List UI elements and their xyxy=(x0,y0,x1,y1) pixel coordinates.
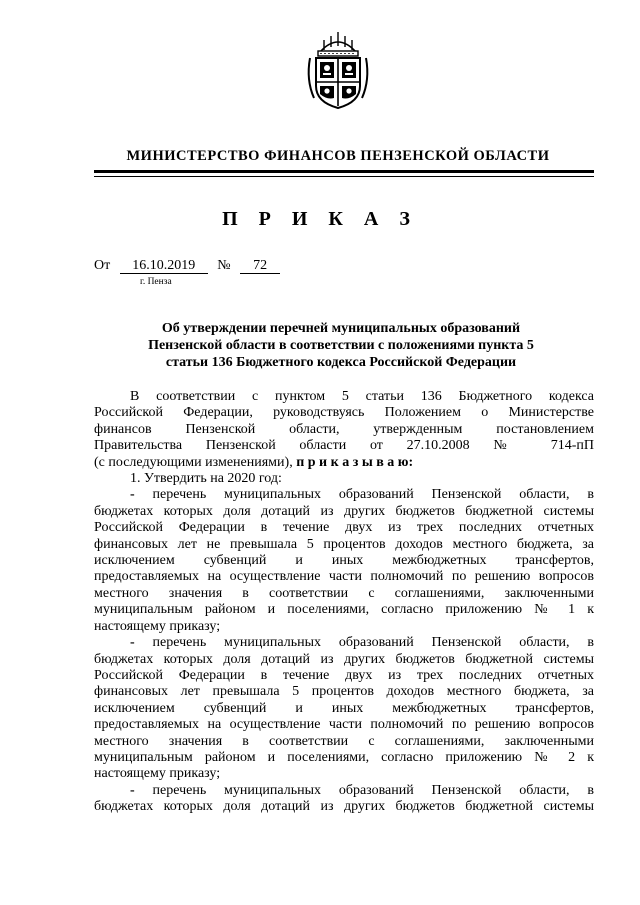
bullet-last-line: настоящему приказу; xyxy=(94,618,221,634)
order-word: п р и к а з ы в а ю: xyxy=(296,454,414,470)
coat-of-arms-icon xyxy=(296,28,380,112)
city-label: г. Пенза xyxy=(140,277,172,287)
bullet-line: местного значения в соответствии с соглашениями, заключенными xyxy=(94,585,594,601)
order-number: 72 xyxy=(240,258,280,274)
bullet-line: исключением субвенций и иных межбюджетных трансфертов, xyxy=(94,700,594,716)
bullet-line: Российской Федерации в течение двух из трех последних отчетных xyxy=(94,520,594,536)
order-subject xyxy=(118,320,564,371)
bullet-last-line: настоящему приказу; xyxy=(94,766,221,782)
preamble-last-line xyxy=(94,455,594,471)
preamble-line: Российской Федерации, руководствуясь Положением о Министерстве xyxy=(94,405,594,421)
bullet-text: перечень муниципальных образований Пензенской области, в xyxy=(152,635,594,651)
bullet-first-line xyxy=(94,635,594,651)
dash-marker: - xyxy=(130,782,135,798)
subject-line: Об утверждении перечней муниципальных образований xyxy=(161,321,521,336)
bullet-line: финансовых лет не превышала 5 процентов доходов местного бюджета, за xyxy=(94,536,594,552)
bullet-text: перечень муниципальных образований Пензенской области, в xyxy=(152,487,594,503)
bullet-line: бюджетах которых доля дотаций из других бюджетов бюджетной системы xyxy=(94,503,594,519)
order-body xyxy=(94,389,594,816)
bullet-first-line xyxy=(94,783,594,799)
order-date: 16.10.2019 xyxy=(120,258,208,274)
preamble-line: финансов Пензенской области, утвержденным постановлением xyxy=(94,421,594,437)
bullet-first-line xyxy=(94,487,594,503)
bullet-line: муниципальным районом и поселениями, согласно приложению № 2 к xyxy=(94,749,594,765)
header-divider-thick xyxy=(94,170,594,173)
preamble-line: В соответствии с пунктом 5 статьи 136 Бюджетного кодекса xyxy=(130,389,594,404)
subject-line: статьи 136 Бюджетного кодекса Российской Федерации xyxy=(165,355,517,370)
bullet-line: муниципальным районом и поселениями, согласно приложению № 1 к xyxy=(94,602,594,618)
bullet-text: перечень муниципальных образований Пензенской области, в xyxy=(152,782,594,798)
dash-marker: - xyxy=(130,635,135,651)
item-1: 1. Утвердить на 2020 год: xyxy=(130,471,282,487)
bullet-line: предоставляемых на осуществление части полномочий по решению вопросов xyxy=(94,569,594,585)
header-divider-thin xyxy=(94,176,594,177)
bullet-line: бюджетах которых доля дотаций из других бюджетов бюджетной системы xyxy=(94,651,594,667)
bullet-line: исключением субвенций и иных межбюджетных трансфертов, xyxy=(94,553,594,569)
subject-line: Пензенской области в соответствии с положениями пункта 5 xyxy=(148,338,534,353)
ministry-name: МИНИСТЕРСТВО ФИНАНСОВ ПЕНЗЕНСКОЙ ОБЛАСТИ xyxy=(126,148,550,164)
bullet-line: предоставляемых на осуществление части полномочий по решению вопросов xyxy=(94,717,594,733)
order-date-number-row xyxy=(94,258,280,274)
bullet-line: местного значения в соответствии с соглашениями, заключенными xyxy=(94,733,594,749)
bullet-line: бюджетах которых доля дотаций из других бюджетов бюджетной системы xyxy=(94,799,594,815)
dash-marker: - xyxy=(130,487,135,503)
bullet-line: Российской Федерации в течение двух из трех последних отчетных xyxy=(94,667,594,683)
bullet-line: финансовых лет превышала 5 процентов доходов местного бюджета, за xyxy=(94,684,594,700)
order-title: П Р И К А З xyxy=(222,208,418,230)
number-sign: № xyxy=(217,258,231,273)
preamble-tail: (с последующими изменениями), xyxy=(94,454,293,470)
preamble-line: Правительства Пензенской области от 27.10.2008 № 714-пП xyxy=(94,438,594,454)
from-label: От xyxy=(94,258,111,273)
